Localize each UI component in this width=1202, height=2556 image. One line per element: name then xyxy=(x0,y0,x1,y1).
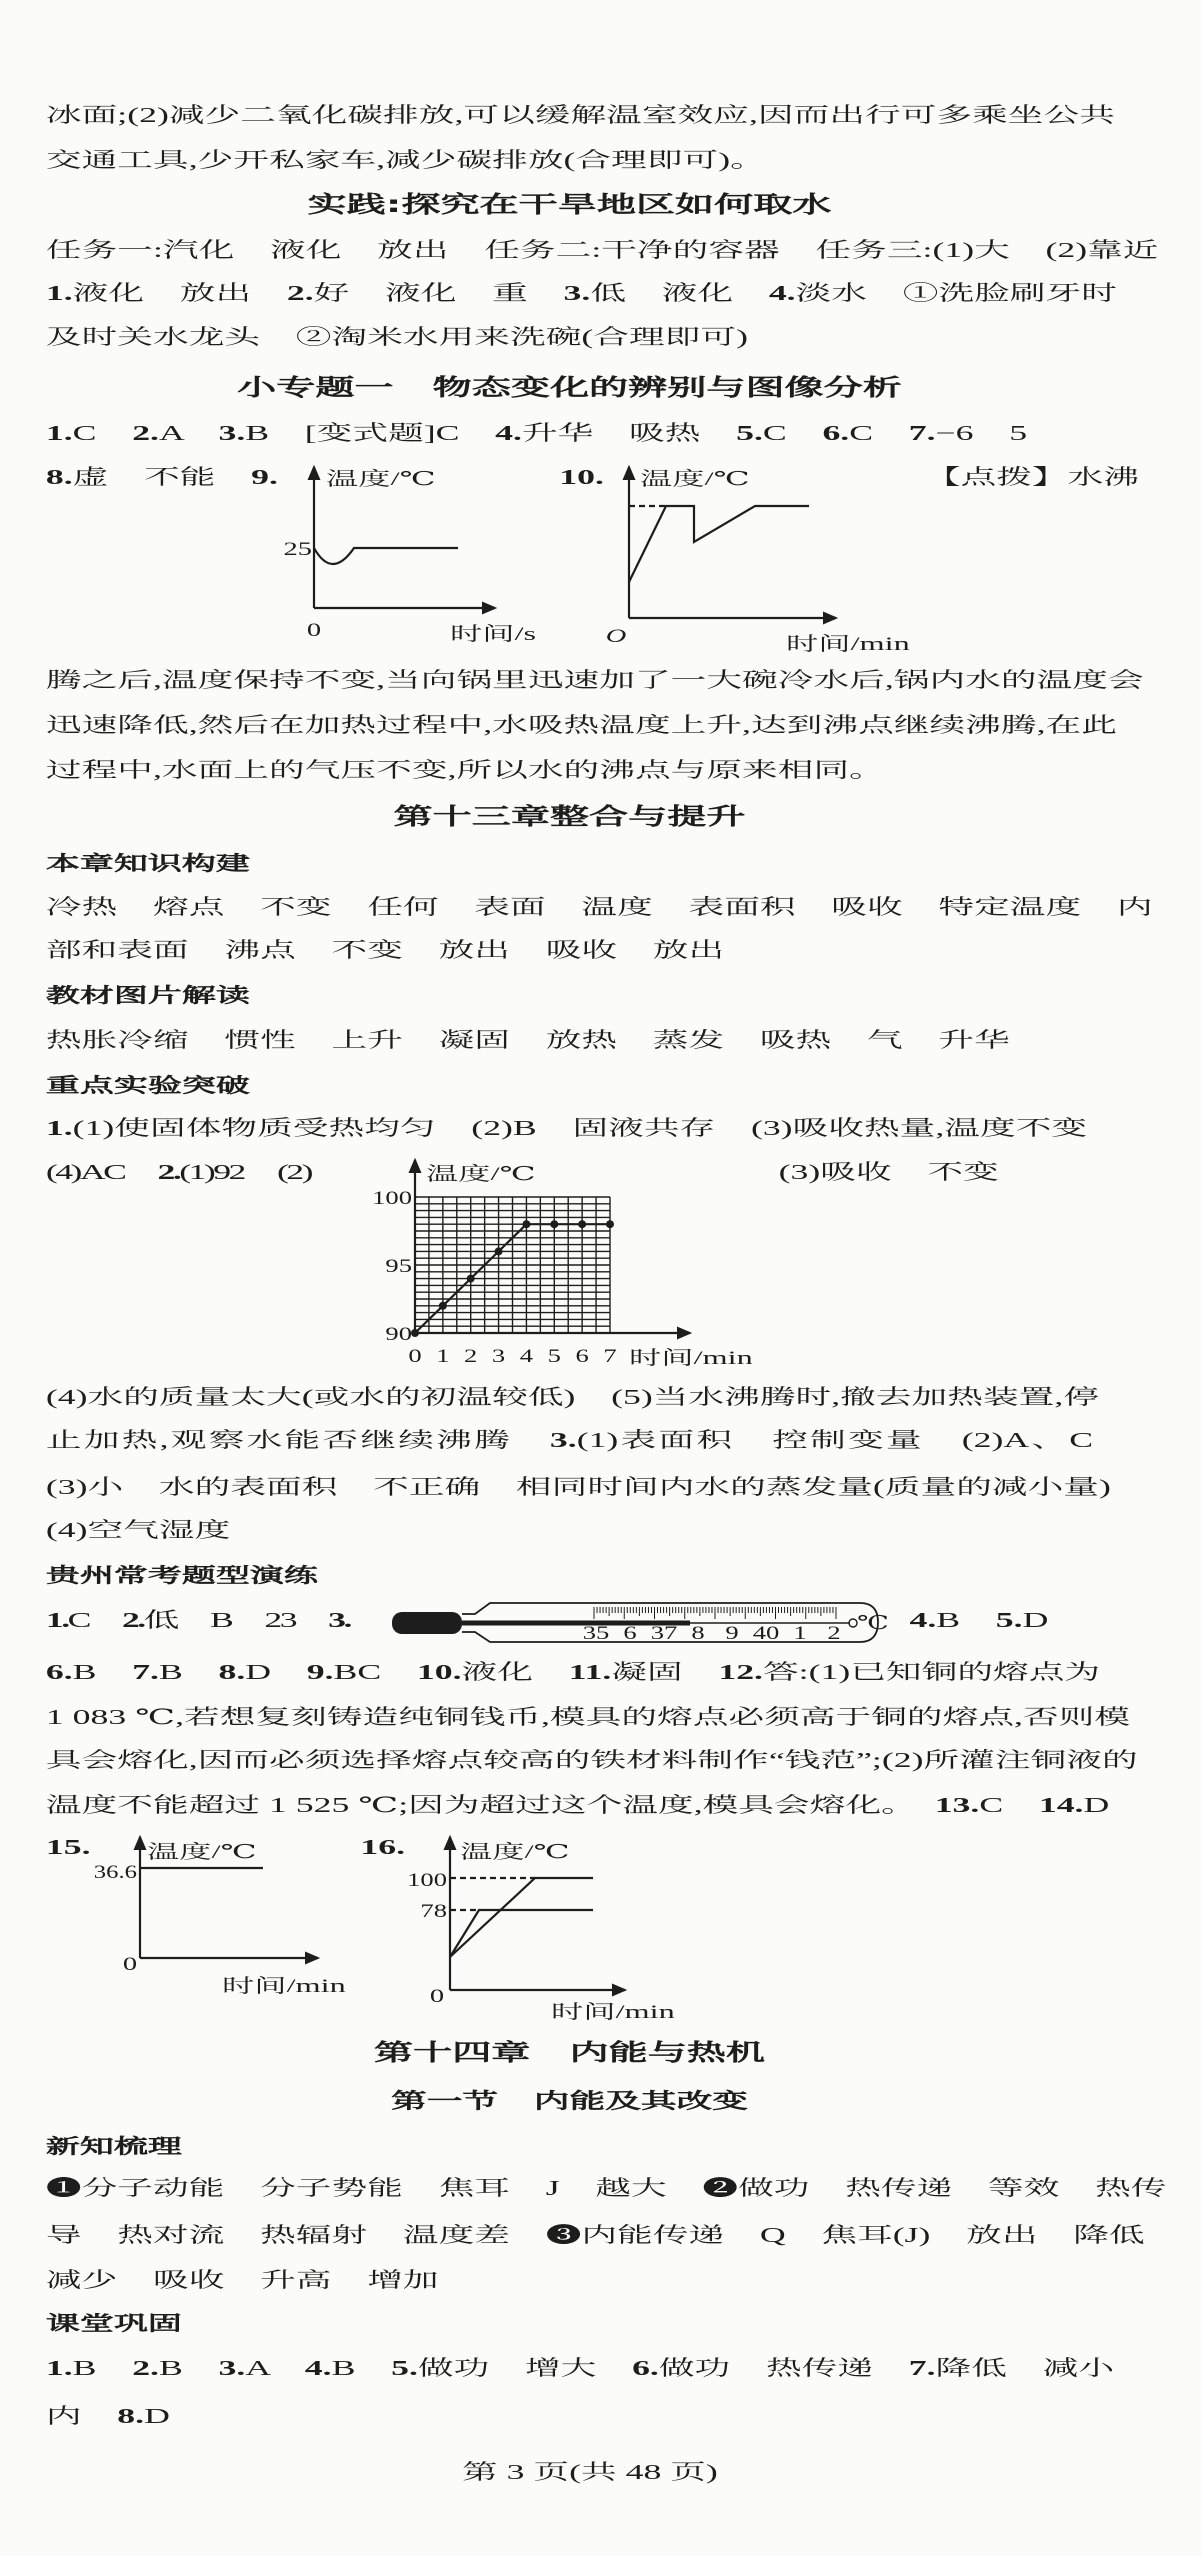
data-point xyxy=(578,1220,586,1228)
text-line: (4)AC 2.(1)92 (2) xyxy=(45,1160,311,1184)
origin-label: O xyxy=(605,625,627,647)
origin-label: 0 xyxy=(306,619,322,641)
scale-label: 1 xyxy=(793,1621,807,1644)
y-axis-label: 温度/℃ xyxy=(426,1162,536,1185)
data-point xyxy=(606,1220,614,1228)
text-line: 6.B 7.B 8.D 9.BC 10.液化 11.凝固 12.答:(1)已知铜的熔点为 xyxy=(45,1660,1101,1684)
question-16-label: 16. xyxy=(360,1835,406,1859)
graph-q10 xyxy=(606,467,910,654)
text-line: 具会熔化,因而必须选择熔点较高的铁材料制作“钱范”;(2)所灌注铜液的 xyxy=(45,1748,1138,1772)
y-tick-label: 100 xyxy=(372,1186,412,1209)
x-tick-label: 2 xyxy=(464,1344,478,1367)
label-guizhou: 贵州常考题型演练 xyxy=(45,1563,318,1587)
text-line: 过程中,水面上的气压不变,所以水的沸点与原来相同。 xyxy=(45,758,885,782)
value-label-78: 78 xyxy=(420,1899,447,1922)
grid-chart xyxy=(372,1160,753,1368)
data-point xyxy=(522,1220,530,1228)
thermometer-bulb xyxy=(392,1612,462,1634)
scale-label: 6 xyxy=(623,1621,637,1644)
x-tick-label: 0 xyxy=(408,1344,422,1367)
section-heading-topic1: 小专题一 物态变化的辨别与图像分析 xyxy=(237,375,902,401)
text-line: ❶分子动能 分子势能 焦耳 J 越大 ❷做功 热传递 等效 热传 xyxy=(45,2176,1167,2200)
data-point xyxy=(439,1302,447,1310)
scale-label: 2 xyxy=(827,1621,841,1644)
x-axis-label: 时间/min xyxy=(786,632,910,655)
label-knowledge: 本章知识构建 xyxy=(45,851,250,875)
text-line: 1.B 2.B 3.A 4.B 5.做功 增大 6.做功 热传递 7.降低 减小 xyxy=(45,2356,1115,2380)
scale-label: 35 xyxy=(582,1621,610,1644)
text-line: 内 8.D xyxy=(45,2404,170,2428)
data-point xyxy=(411,1329,419,1337)
tip-text: 【点拨】水沸 xyxy=(924,465,1139,489)
question-10-label: 10. xyxy=(559,465,604,489)
text-line: 及时关水龙头 ②淘米水用来洗碗(合理即可) xyxy=(45,325,748,349)
text-line: 部和表面 沸点 不变 放出 吸收 放出 xyxy=(45,938,725,962)
text-line: 1.(1)使固体物质受热均匀 (2)B 固液共存 (3)吸收热量,温度不变 xyxy=(45,1116,1088,1140)
y-axis-label: 温度/℃ xyxy=(460,1840,570,1863)
x-axis-label: 时间/s xyxy=(450,622,537,645)
y-tick-label: 95 xyxy=(385,1254,412,1277)
text-line: (4)空气湿度 xyxy=(45,1518,231,1542)
text-line: 1.液化 放出 2.好 液化 重 3.低 液化 4.淡水 ①洗脸刷牙时 xyxy=(45,281,1117,305)
text-line: (4)水的质量太大(或水的初温较低) (5)当水沸腾时,撤去加热装置,停 xyxy=(45,1385,1099,1409)
value-label: 36.6 xyxy=(93,1860,137,1883)
section-heading-practice: 实践:探究在干旱地区如何取水 xyxy=(307,192,832,218)
chapter-heading-13: 第十三章整合与提升 xyxy=(393,804,746,830)
text-line: 1 083 ℃,若想复刻铸造纯铜钱币,模具的熔点必须高于铜的熔点,否则模 xyxy=(45,1705,1131,1729)
x-tick-label: 3 xyxy=(491,1344,506,1367)
text-line: 冷热 熔点 不变 任何 表面 温度 表面积 吸收 特定温度 内 xyxy=(45,895,1153,919)
page-footer: 第 3 页(共 48 页) xyxy=(461,2460,718,2484)
y-axis-label: 温度/℃ xyxy=(640,467,750,490)
temperature-curve xyxy=(314,548,458,564)
text-line: (3)吸收 不变 xyxy=(778,1160,999,1184)
data-point xyxy=(495,1247,503,1255)
scale-label: 37 xyxy=(650,1621,678,1644)
section-heading-1: 第一节 内能及其改变 xyxy=(391,2089,748,2113)
label-new-knowledge: 新知梳理 xyxy=(45,2134,182,2158)
text-line: 腾之后,温度保持不变,当向锅里迅速加了一大碗冷水后,锅内水的温度会 xyxy=(45,668,1144,692)
scale-label: 9 xyxy=(725,1621,739,1644)
graph-q16 xyxy=(407,1837,675,2022)
capillary-end xyxy=(849,1619,857,1627)
x-tick-label: 1 xyxy=(436,1344,450,1367)
text-line: 8.虚 不能 9. xyxy=(45,465,278,489)
text-line: 交通工具,少开私家车,减少碳排放(合理即可)。 xyxy=(45,148,766,172)
alcohol-curve xyxy=(450,1910,593,1957)
unit-label: ℃ xyxy=(857,1612,889,1634)
label-classroom: 课堂巩固 xyxy=(45,2311,182,2335)
x-axis-label: 时间/min xyxy=(551,2000,675,2023)
question-15-label: 15. xyxy=(45,1835,91,1859)
x-tick-label: 5 xyxy=(547,1344,561,1367)
text-line: 导 热对流 热辐射 温度差 ❸内能传递 Q 焦耳(J) 放出 降低 xyxy=(45,2223,1145,2247)
scale-label: 40 xyxy=(752,1621,780,1644)
text-line: 迅速降低,然后在加热过程中,水吸热温度上升,达到沸点继续沸腾,在此 xyxy=(45,713,1117,737)
text-line: 任务一:汽化 液化 放出 任务二:干净的容器 任务三:(1)大 (2)靠近 xyxy=(45,238,1159,262)
data-point xyxy=(467,1275,475,1283)
text-line: 4.B 5.D xyxy=(909,1608,1049,1632)
text-line: 冰面;(2)减少二氧化碳排放,可以缓解温室效应,因而出行可多乘坐公共 xyxy=(45,103,1115,127)
scale-label: 8 xyxy=(691,1621,705,1644)
label-experiments: 重点实验突破 xyxy=(45,1073,250,1097)
x-tick-label: 7 xyxy=(603,1344,617,1367)
text-line: 热胀冷缩 惯性 上升 凝固 放热 蒸发 吸热 气 升华 xyxy=(45,1028,1010,1052)
value-label: 25 xyxy=(283,538,312,560)
label-pictures: 教材图片解读 xyxy=(45,983,250,1007)
x-tick-label: 4 xyxy=(519,1344,534,1367)
text-line: (3)小 水的表面积 不正确 相同时间内水的蒸发量(质量的减小量) xyxy=(45,1475,1111,1499)
y-tick-label: 90 xyxy=(385,1322,412,1345)
text-line: 1.C 2.A 3.B [变式题]C 4.升华 吸热 5.C 6.C 7.−6 5 xyxy=(45,421,1028,445)
x-axis-label: 时间/min xyxy=(629,1346,753,1369)
chapter-heading-14: 第十四章 内能与热机 xyxy=(374,2040,765,2066)
origin-label: 0 xyxy=(122,1953,138,1975)
x-tick-label: 6 xyxy=(575,1344,589,1367)
water-curve xyxy=(450,1878,593,1957)
temperature-curve xyxy=(629,506,809,582)
y-axis-label: 温度/℃ xyxy=(147,1840,257,1863)
origin-label: 0 xyxy=(429,1985,445,2007)
graph-q15 xyxy=(94,1837,346,1996)
text-line: 减少 吸收 升高 增加 xyxy=(45,2268,439,2292)
value-label-100: 100 xyxy=(407,1868,447,1891)
y-axis-label: 温度/℃ xyxy=(326,467,436,490)
x-axis-label: 时间/min xyxy=(222,1974,346,1997)
text-line: 1.C 2.低 B 23 3. xyxy=(45,1608,350,1632)
thermometer xyxy=(392,1603,889,1643)
text-line: 止加热,观察水能否继续沸腾 3.(1)表面积 控制变量 (2)A、C xyxy=(45,1428,1094,1452)
text-line: 温度不能超过 1 525 ℃;因为超过这个温度,模具会熔化。 13.C 14.D xyxy=(45,1793,1110,1817)
data-point xyxy=(550,1220,558,1228)
graph-q9 xyxy=(284,467,537,644)
